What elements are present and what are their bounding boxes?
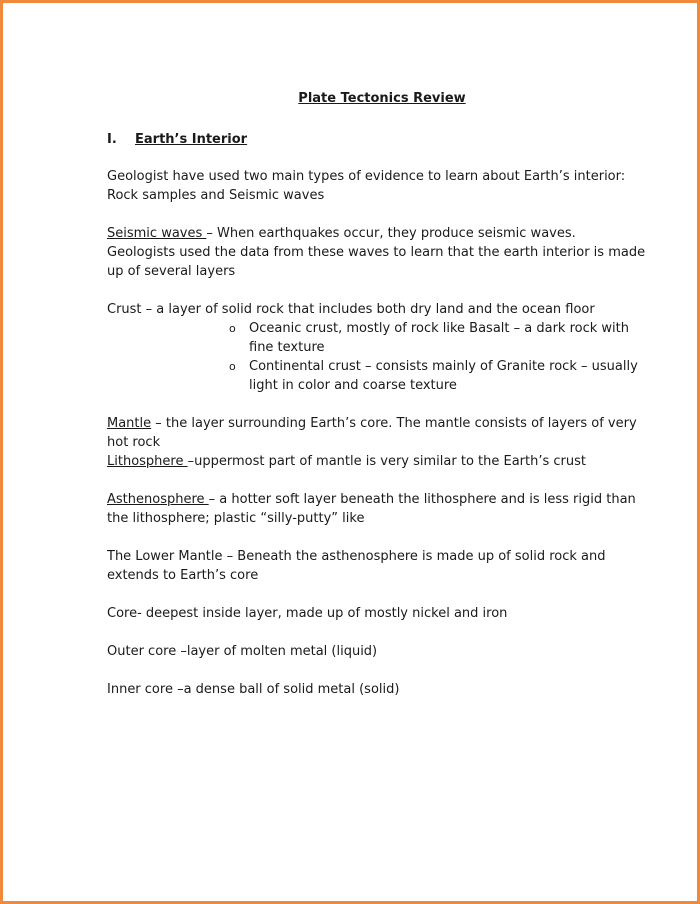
mantle-term: Mantle [107, 416, 152, 431]
section-label: Earth’s Interior [135, 132, 248, 147]
lithosphere-paragraph [107, 452, 647, 471]
section-number: I. [107, 132, 117, 147]
lithosphere-term: Lithosphere [107, 454, 188, 469]
mantle-paragraph [107, 414, 647, 452]
seismic-term: Seismic waves [107, 226, 207, 241]
crust-bullet-list [107, 319, 647, 395]
seismic-text: – When earthquakes occur, they produce seismic waves. Geologists used the data from these waves to learn that the earth interior is made up of several layers [107, 226, 646, 279]
mantle-text: – the layer surrounding Earth’s core. The mantle consists of layers of very hot rock [107, 416, 637, 450]
lower-mantle-paragraph: The Lower Mantle – Beneath the asthenosphere is made up of solid rock and extends to Earth’s core [107, 549, 606, 583]
asthenosphere-paragraph [107, 490, 647, 528]
crust-paragraph: Crust – a layer of solid rock that includes both dry land and the ocean floor [107, 302, 595, 317]
seismic-paragraph [107, 224, 647, 281]
asthenosphere-text: – a hotter soft layer beneath the lithosphere and is less rigid than the lithosphere; plastic “silly-putty” like [107, 492, 636, 526]
page-title: Plate Tectonics Review [298, 91, 466, 106]
list-item: o Continental crust – consists mainly of Granite rock – usually light in color and coarse texture [227, 357, 647, 395]
section-heading [107, 130, 647, 149]
core-paragraph: Core- deepest inside layer, made up of mostly nickel and iron [107, 606, 508, 621]
list-item: o Oceanic crust, mostly of rock like Basalt – a dark rock with fine texture [227, 319, 647, 357]
document-body [107, 89, 647, 718]
intro-paragraph: Geologist have used two main types of evidence to learn about Earth’s interior: Rock samples and Seismic waves [107, 169, 626, 203]
asthenosphere-term: Asthenosphere [107, 492, 209, 507]
outer-core-paragraph: Outer core –layer of molten metal (liquid) [107, 644, 378, 659]
inner-core-paragraph: Inner core –a dense ball of solid metal (solid) [107, 682, 400, 697]
lithosphere-text: –uppermost part of mantle is very similar to the Earth’s crust [187, 454, 586, 469]
